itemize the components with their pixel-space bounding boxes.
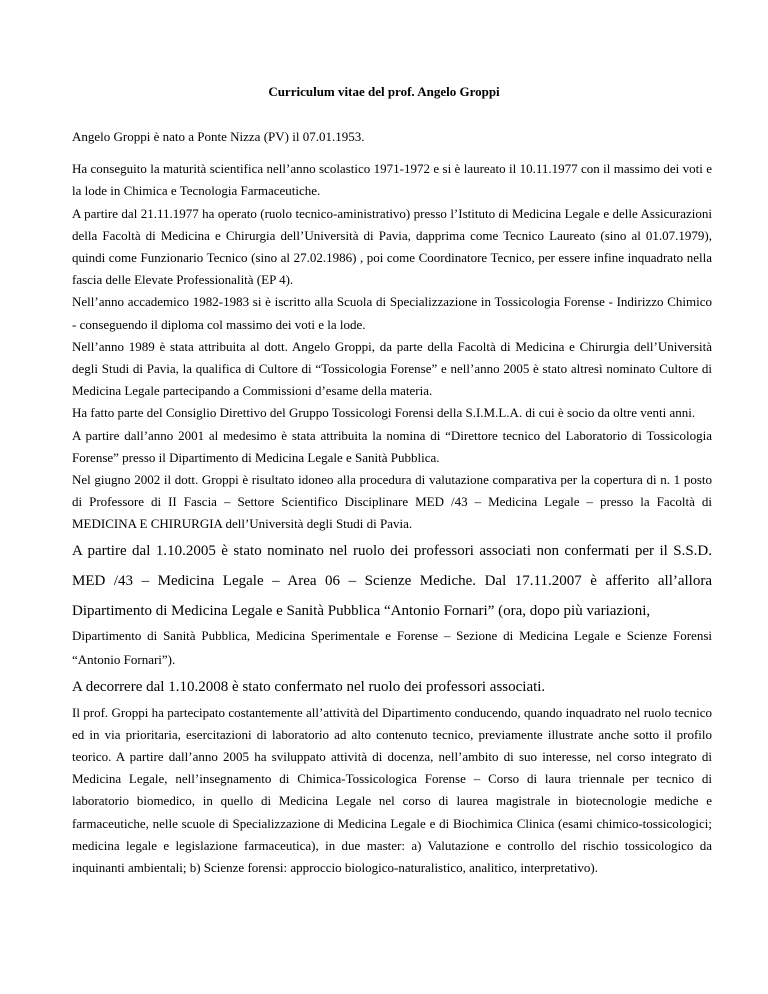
paragraph-teaching: Il prof. Groppi ha partecipato costantemente all’attività del Dipartimento conducendo, quando inquadrato nel ruolo tecnico ed in via prioritaria, esercitazioni di laboratorio ad alto contenuto tecnico, previamente illustrate anche sotto il profilo teorico. A partire dall’anno 2005 ha sviluppato attività di docenza, nell’ambito di suo interesse, nel corso integrato di Medicina Legale, nell’insegnamento di Chimica-Tossicologica Forense – Corso di laura triennale per tecnico di laboratorio biomedico, in quello di Medicina Legale nel corso di laurea magistrale in biotecnologie mediche e farmaceutiche, nelle scuole di Specializzazione di Medicina Legale e di Biochimica Clinica (esami chimico-tossicologici; medicina legale e legislazione farmaceutica), in due master: a) Valutazione e controllo del rischio tossicologico da inquinanti ambientali; b) Scienze forensi: approccio biologico-naturalistico, analitico, interpretativo).	[72, 704, 712, 876]
paragraph-appointment: A partire dal 1.10.2005 è stato nominato nel ruolo dei professori associati non confermati per il S.S.D. MED /43 – Medicina Legale – Area 06 – Scienze Mediche. Dal 17.11.2007 è afferito all’allora Dipartimento di Medicina Legale e Sanità Pubblica “Antonio Fornari” (ora, dopo più variazioni,	[72, 542, 712, 619]
paragraph-specialization: Nell’anno accademico 1982-1983 si è iscritto alla Scuola di Specializzazione in Tossicologia Forense - Indirizzo Chimico - conseguendo il diploma col massimo dei voti e la lode.	[72, 294, 712, 332]
paragraph-cultore: Nell’anno 1989 è stata attribuita al dott. Angelo Groppi, da parte della Facoltà di Medicina e Chirurgia dell’Università degli Studi di Pavia, la qualifica di Cultore di “Tossicologia Forense” e nell’anno 2005 è stato altresì nominato Cultore di Medicina Legale partecipando a Commissioni d’esame della materia.	[72, 338, 712, 399]
paragraph-career: A partire dal 21.11.1977 ha operato (ruolo tecnico-aministrativo) presso l’Istituto di Medicina Legale e delle Assicurazioni della Facoltà di Medicina e Chirurgia dell’Università di Pavia, dapprima come Tecnico Laureato (sino al 01.07.1979), quindi come Funzionario Tecnico (sino al 27.02.1986) , poi come Coordinatore Tecnico, per essere infine inquadrato nella fascia delle Elevate Professionalità (EP 4).	[72, 205, 712, 288]
page-title: Curriculum vitae del prof. Angelo Groppi	[268, 84, 500, 99]
paragraph-simla: Ha fatto parte del Consiglio Direttivo del Gruppo Tossicologi Forensi della S.I.M.L.A. di cui è socio da oltre venti anni.	[72, 405, 696, 421]
paragraph-birth: Angelo Groppi è nato a Ponte Nizza (PV) il 07.01.1953.	[72, 129, 365, 144]
document-body	[72, 126, 712, 879]
paragraph-confirmation: A decorrere dal 1.10.2008 è stato confermato nel ruolo dei professori associati.	[72, 678, 546, 695]
paragraph-evaluation: Nel giugno 2002 il dott. Groppi è risultato idoneo alla procedura di valutazione comparativa per la copertura di n. 1 posto di Professore di II Fascia – Settore Scientifico Disciplinare MED /43 – Medicina Legale – presso la Facoltà di MEDICINA E CHIRURGIA dell’Università degli Studi di Pavia.	[72, 472, 712, 532]
paragraph-department: Dipartimento di Sanità Pubblica, Medicina Sperimentale e Forense – Sezione di Medicina Legale e Scienze Forensi “Antonio Fornari”).	[72, 627, 712, 667]
paragraph-degree: Ha conseguito la maturità scientifica nell’anno scolastico 1971-1972 e si è laureato il 10.11.1977 con il massimo dei voti e la lode in Chimica e Tecnologia Farmaceutiche.	[72, 161, 712, 199]
paragraph-director: A partire dall’anno 2001 al medesimo è stata attribuita la nomina di “Direttore tecnico del Laboratorio di Tossicologia Forense” presso il Dipartimento di Medicina Legale e Sanità Pubblica.	[72, 427, 712, 465]
